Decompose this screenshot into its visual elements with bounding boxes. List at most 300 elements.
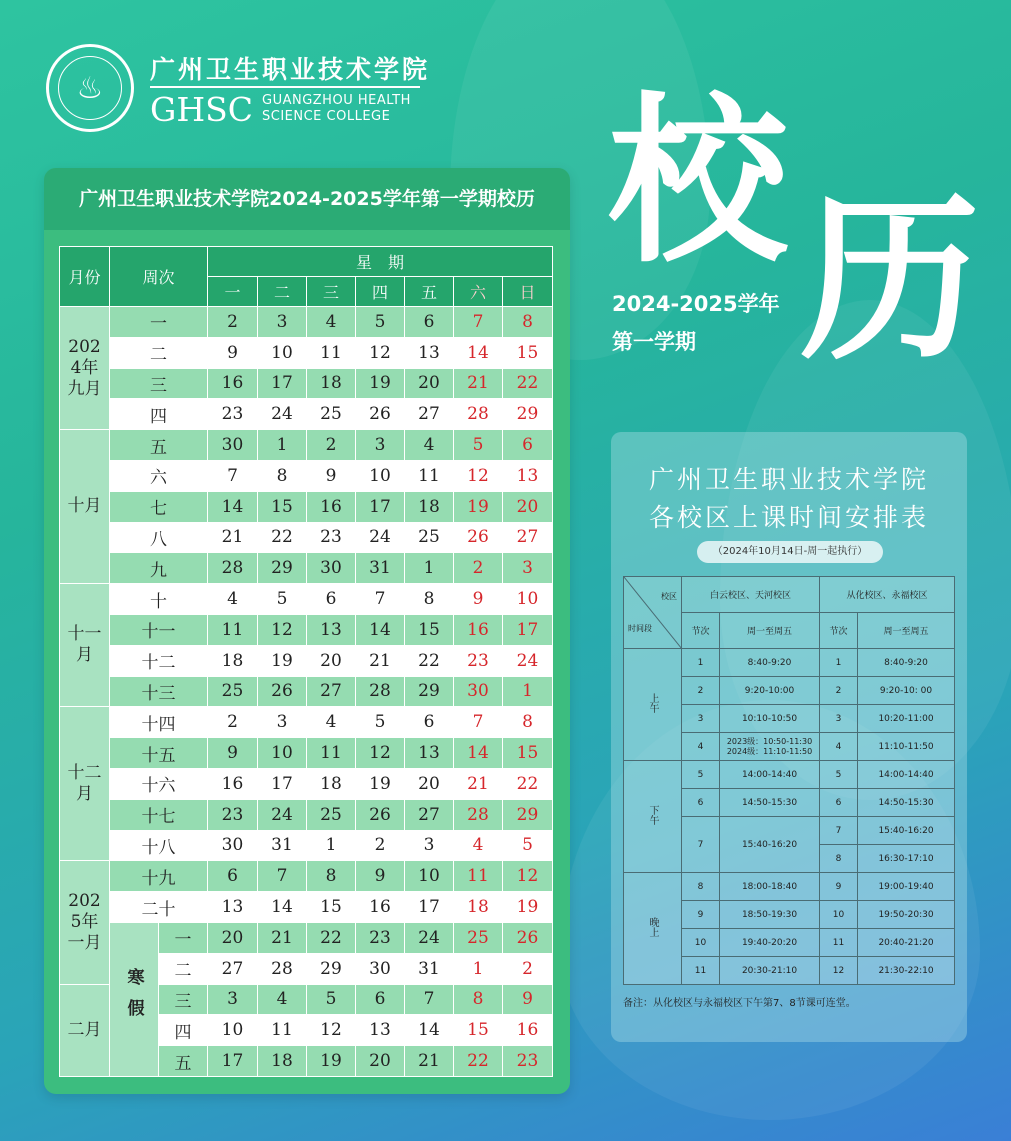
day-cell: 12 — [307, 1015, 356, 1046]
month-cell: 十一月 — [60, 584, 110, 707]
day-cell: 28 — [208, 553, 258, 584]
period-a: 3 — [682, 705, 720, 733]
week-number-cell: 四 — [159, 1015, 208, 1046]
calendar-row — [60, 768, 553, 799]
period-b: 5 — [820, 761, 858, 789]
winter-break-cell: 寒假 — [110, 922, 159, 1076]
calendar-row — [60, 553, 553, 584]
day-cell: 20 — [503, 491, 553, 522]
day-cell: 6 — [405, 707, 454, 738]
day-cell: 1 — [503, 676, 553, 707]
time-b: 8:40-9:20 — [858, 649, 955, 677]
day-cell: 6 — [503, 430, 553, 461]
day-cell: 17 — [356, 491, 405, 522]
day-cell: 10 — [208, 1015, 258, 1046]
time-b: 19:50-20:30 — [858, 901, 955, 929]
day-cell: 18 — [307, 368, 356, 399]
calendar-row — [60, 368, 553, 399]
day-cell: 11 — [454, 861, 503, 892]
day-cell: 19 — [258, 645, 307, 676]
day-cell: 26 — [454, 522, 503, 553]
days-header-a: 周一至周五 — [720, 613, 820, 649]
day-cell: 21 — [454, 368, 503, 399]
day-cell: 12 — [503, 861, 553, 892]
time-a: 15:40-16:20 — [720, 817, 820, 873]
time-a: 19:40-20:20 — [720, 929, 820, 957]
afternoon-text: 下午 — [647, 805, 658, 825]
morning-text: 上午 — [647, 693, 658, 713]
time-b: 21:30-22:10 — [858, 957, 955, 985]
day-cell: 9 — [208, 337, 258, 368]
day-cell: 4 — [307, 307, 356, 338]
corner-diagonal — [624, 577, 682, 649]
week-number-cell: 三 — [159, 984, 208, 1015]
day-cell: 5 — [258, 584, 307, 615]
day-cell: 22 — [307, 922, 356, 953]
campus-a-header: 白云校区、天河校区 — [682, 577, 820, 613]
day-cell: 21 — [356, 645, 405, 676]
day-cell: 4 — [258, 984, 307, 1015]
day-cell: 18 — [258, 1046, 307, 1077]
day-cell: 1 — [454, 953, 503, 984]
day-cell: 29 — [405, 676, 454, 707]
week-number-cell: 一 — [110, 307, 208, 338]
school-logo-icon — [46, 44, 134, 132]
day-cell: 24 — [258, 399, 307, 430]
calendar-row — [60, 614, 553, 645]
calendar-row — [60, 307, 553, 338]
day-cell: 5 — [356, 707, 405, 738]
day-cell: 27 — [405, 799, 454, 830]
week-number-cell: 五 — [110, 430, 208, 461]
day-cell: 2 — [307, 430, 356, 461]
day-cell: 4 — [405, 430, 454, 461]
day-cell: 15 — [405, 614, 454, 645]
day-cell: 4 — [307, 707, 356, 738]
day-cell: 18 — [405, 491, 454, 522]
day-cell: 30 — [208, 430, 258, 461]
morning-label — [624, 649, 682, 761]
time-a: 8:40-9:20 — [720, 649, 820, 677]
day-cell: 11 — [208, 614, 258, 645]
day-cell: 16 — [356, 892, 405, 923]
day-cell: 11 — [307, 738, 356, 769]
calendar-row — [60, 645, 553, 676]
period-b: 9 — [820, 873, 858, 901]
hero-char-2: 历 — [800, 176, 981, 385]
day-cell: 29 — [307, 953, 356, 984]
day-cell: 27 — [208, 953, 258, 984]
day-cell: 6 — [208, 861, 258, 892]
month-cell: 2024年九月 — [60, 307, 110, 430]
day-cell: 8 — [307, 861, 356, 892]
period-a: 6 — [682, 789, 720, 817]
corner-campus-label: 校区 — [661, 592, 677, 601]
day-cell: 5 — [307, 984, 356, 1015]
day-cell: 22 — [503, 368, 553, 399]
period-b: 3 — [820, 705, 858, 733]
day-cell: 14 — [454, 738, 503, 769]
day-cell: 22 — [454, 1046, 503, 1077]
day-cell: 25 — [454, 922, 503, 953]
day-cell: 14 — [454, 337, 503, 368]
day-cell: 9 — [208, 738, 258, 769]
day-cell: 15 — [258, 491, 307, 522]
week-number-cell: 十 — [110, 584, 208, 615]
evening-label — [624, 873, 682, 985]
day-cell: 17 — [208, 1046, 258, 1077]
week-number-cell: 二十 — [110, 892, 208, 923]
calendar-row — [60, 922, 553, 953]
day-cell: 23 — [503, 1046, 553, 1077]
day-cell: 30 — [208, 830, 258, 861]
day-cell: 18 — [307, 768, 356, 799]
time-b: 19:00-19:40 — [858, 873, 955, 901]
day-cell: 13 — [503, 460, 553, 491]
schedule-note: 备注：从化校区与永福校区下午第7、8节课可连堂。 — [623, 998, 856, 1009]
day-cell: 12 — [356, 738, 405, 769]
day-cell: 22 — [405, 645, 454, 676]
day-cell: 14 — [356, 614, 405, 645]
corner-cell — [624, 577, 682, 649]
day-cell: 4 — [208, 584, 258, 615]
day-cell: 10 — [405, 861, 454, 892]
day-cell: 28 — [356, 676, 405, 707]
day-cell: 6 — [405, 307, 454, 338]
day-cell: 13 — [208, 892, 258, 923]
calendar-row — [60, 584, 553, 615]
time-b: 16:30-17:10 — [858, 845, 955, 873]
day-cell: 28 — [258, 953, 307, 984]
day-cell: 26 — [503, 922, 553, 953]
torch-icon: ♨ — [58, 56, 122, 120]
time-a-2023: 2023级：10:50-11:30 — [726, 736, 813, 746]
school-name-en — [262, 93, 411, 125]
school-name-cn: 广州卫生职业技术学院 — [150, 55, 431, 84]
weekday-header: 三 — [307, 277, 356, 307]
day-cell: 16 — [454, 614, 503, 645]
period-a: 11 — [682, 957, 720, 985]
day-cell: 21 — [258, 922, 307, 953]
day-cell: 25 — [208, 676, 258, 707]
day-cell: 23 — [208, 799, 258, 830]
day-cell: 13 — [405, 337, 454, 368]
day-cell: 28 — [454, 399, 503, 430]
period-a: 8 — [682, 873, 720, 901]
day-cell: 11 — [307, 337, 356, 368]
day-cell: 14 — [208, 491, 258, 522]
calendar-row — [60, 430, 553, 461]
school-abbr: GHSC — [150, 90, 253, 129]
day-cell: 27 — [405, 399, 454, 430]
days-header-b: 周一至周五 — [858, 613, 955, 649]
day-cell: 11 — [405, 460, 454, 491]
weekday-header: 四 — [356, 277, 405, 307]
day-cell: 1 — [258, 430, 307, 461]
schedule-card — [611, 432, 967, 1042]
day-cell: 31 — [405, 953, 454, 984]
time-b: 10:20-11:00 — [858, 705, 955, 733]
day-cell: 17 — [503, 614, 553, 645]
day-cell: 2 — [454, 553, 503, 584]
day-cell: 25 — [307, 799, 356, 830]
day-cell: 26 — [258, 676, 307, 707]
schedule-title-2: 各校区上课时间安排表 — [648, 503, 929, 532]
day-cell: 16 — [503, 1015, 553, 1046]
day-cell: 22 — [258, 522, 307, 553]
day-cell: 30 — [356, 953, 405, 984]
schedule-title-1: 广州卫生职业技术学院 — [648, 465, 929, 494]
day-cell: 11 — [258, 1015, 307, 1046]
week-number-cell: 二 — [110, 337, 208, 368]
day-cell: 12 — [454, 460, 503, 491]
time-a — [720, 733, 820, 761]
calendar-row — [60, 491, 553, 522]
school-name-en-line2: SCIENCE COLLEGE — [262, 109, 391, 124]
time-a: 18:50-19:30 — [720, 901, 820, 929]
time-b: 20:40-21:20 — [858, 929, 955, 957]
week-number-cell: 五 — [159, 1046, 208, 1077]
day-cell: 8 — [454, 984, 503, 1015]
day-cell: 7 — [454, 307, 503, 338]
time-a: 18:00-18:40 — [720, 873, 820, 901]
day-cell: 13 — [405, 738, 454, 769]
time-b: 14:50-15:30 — [858, 789, 955, 817]
time-b: 15:40-16:20 — [858, 817, 955, 845]
day-cell: 23 — [208, 399, 258, 430]
day-cell: 5 — [356, 307, 405, 338]
week-number-cell: 十五 — [110, 738, 208, 769]
day-cell: 24 — [405, 922, 454, 953]
day-cell: 2 — [356, 830, 405, 861]
day-cell: 6 — [307, 584, 356, 615]
academic-year: 2024-2025学年 — [612, 292, 780, 316]
day-cell: 8 — [503, 307, 553, 338]
day-cell: 28 — [454, 799, 503, 830]
calendar-row — [60, 892, 553, 923]
day-cell: 17 — [258, 368, 307, 399]
week-number-cell: 十三 — [110, 676, 208, 707]
day-cell: 14 — [405, 1015, 454, 1046]
month-cell: 二月 — [60, 984, 110, 1076]
day-cell: 3 — [356, 430, 405, 461]
period-a: 7 — [682, 817, 720, 873]
calendar-row — [60, 337, 553, 368]
day-cell: 23 — [356, 922, 405, 953]
week-number-cell: 四 — [110, 399, 208, 430]
day-cell: 19 — [454, 491, 503, 522]
school-name-en-line1: GUANGZHOU HEALTH — [262, 93, 411, 108]
day-cell: 15 — [503, 337, 553, 368]
period-b: 1 — [820, 649, 858, 677]
day-cell: 25 — [307, 399, 356, 430]
week-number-cell: 七 — [110, 491, 208, 522]
day-cell: 20 — [208, 922, 258, 953]
weekday-header: 二 — [258, 277, 307, 307]
month-cell: 2025年一月 — [60, 861, 110, 984]
day-cell: 7 — [405, 984, 454, 1015]
afternoon-label — [624, 761, 682, 873]
day-cell: 2 — [208, 307, 258, 338]
day-cell: 20 — [307, 645, 356, 676]
time-b: 11:10-11:50 — [858, 733, 955, 761]
week-number-cell: 十六 — [110, 768, 208, 799]
corner-period-label: 时间段 — [628, 624, 652, 633]
day-cell: 21 — [208, 522, 258, 553]
day-cell: 4 — [454, 830, 503, 861]
time-a: 14:50-15:30 — [720, 789, 820, 817]
period-b: 10 — [820, 901, 858, 929]
day-cell: 9 — [307, 460, 356, 491]
semester-label: 第一学期 — [612, 330, 696, 354]
month-cell: 十月 — [60, 430, 110, 584]
day-cell: 29 — [258, 553, 307, 584]
day-cell: 22 — [503, 768, 553, 799]
day-cell: 5 — [454, 430, 503, 461]
day-cell: 16 — [307, 491, 356, 522]
day-cell: 20 — [405, 768, 454, 799]
day-cell: 26 — [356, 799, 405, 830]
period-a: 9 — [682, 901, 720, 929]
day-cell: 3 — [258, 307, 307, 338]
calendar-row — [60, 522, 553, 553]
period-header-a: 节次 — [682, 613, 720, 649]
day-cell: 19 — [307, 1046, 356, 1077]
week-number-cell: 三 — [110, 368, 208, 399]
day-cell: 10 — [258, 738, 307, 769]
day-cell: 19 — [503, 892, 553, 923]
day-cell: 15 — [503, 738, 553, 769]
day-cell: 23 — [307, 522, 356, 553]
day-cell: 1 — [307, 830, 356, 861]
day-cell: 5 — [503, 830, 553, 861]
week-number-cell: 十四 — [110, 707, 208, 738]
day-cell: 10 — [503, 584, 553, 615]
period-a: 4 — [682, 733, 720, 761]
period-b: 2 — [820, 677, 858, 705]
week-number-cell: 六 — [110, 460, 208, 491]
day-cell: 27 — [503, 522, 553, 553]
calendar-card — [44, 168, 570, 1094]
day-cell: 31 — [258, 830, 307, 861]
weekday-header: 五 — [405, 277, 454, 307]
day-cell: 17 — [405, 892, 454, 923]
day-cell: 14 — [258, 892, 307, 923]
day-cell: 3 — [405, 830, 454, 861]
day-cell: 7 — [258, 861, 307, 892]
day-cell: 24 — [258, 799, 307, 830]
day-cell: 2 — [208, 707, 258, 738]
time-b: 9:20-10: 00 — [858, 677, 955, 705]
day-cell: 8 — [405, 584, 454, 615]
week-number-cell: 十八 — [110, 830, 208, 861]
calendar-title: 广州卫生职业技术学院2024-2025学年第一学期校历 — [44, 168, 570, 230]
day-cell: 29 — [503, 399, 553, 430]
weekday-header: 日 — [503, 277, 553, 307]
day-cell: 26 — [356, 399, 405, 430]
weekday-header: 一 — [208, 277, 258, 307]
calendar-row — [60, 676, 553, 707]
day-cell: 10 — [356, 460, 405, 491]
day-cell: 19 — [356, 368, 405, 399]
day-cell: 19 — [356, 768, 405, 799]
campus-b-header: 从化校区、永福校区 — [820, 577, 955, 613]
day-cell: 9 — [503, 984, 553, 1015]
day-cell: 12 — [356, 337, 405, 368]
day-cell: 23 — [454, 645, 503, 676]
week-number-cell: 十九 — [110, 861, 208, 892]
day-cell: 15 — [454, 1015, 503, 1046]
period-b: 8 — [820, 845, 858, 873]
calendar-row — [60, 830, 553, 861]
day-cell: 7 — [356, 584, 405, 615]
day-cell: 21 — [405, 1046, 454, 1077]
calendar-row — [60, 861, 553, 892]
day-cell: 9 — [454, 584, 503, 615]
time-a: 9:20-10:00 — [720, 677, 820, 705]
day-cell: 9 — [356, 861, 405, 892]
time-a: 20:30-21:10 — [720, 957, 820, 985]
day-cell: 24 — [503, 645, 553, 676]
calendar-row — [60, 460, 553, 491]
week-number-cell: 八 — [110, 522, 208, 553]
day-cell: 10 — [258, 337, 307, 368]
schedule-table — [623, 576, 955, 985]
period-b: 4 — [820, 733, 858, 761]
hero-char-1: 校 — [608, 78, 789, 287]
calendar-row — [60, 707, 553, 738]
period-header-b: 节次 — [820, 613, 858, 649]
day-cell: 13 — [307, 614, 356, 645]
day-cell: 8 — [503, 707, 553, 738]
day-cell: 13 — [356, 1015, 405, 1046]
day-cell: 1 — [405, 553, 454, 584]
week-number-cell: 十二 — [110, 645, 208, 676]
time-a: 10:10-10:50 — [720, 705, 820, 733]
calendar-row — [60, 738, 553, 769]
day-cell: 30 — [307, 553, 356, 584]
day-cell: 25 — [405, 522, 454, 553]
day-cell: 29 — [503, 799, 553, 830]
day-cell: 18 — [208, 645, 258, 676]
month-cell: 十二月 — [60, 707, 110, 861]
day-cell: 15 — [307, 892, 356, 923]
logo-divider — [150, 86, 420, 88]
header-week: 周次 — [110, 247, 208, 307]
header-month: 月份 — [60, 247, 110, 307]
period-a: 1 — [682, 649, 720, 677]
calendar-row — [60, 799, 553, 830]
day-cell: 20 — [405, 368, 454, 399]
period-b: 12 — [820, 957, 858, 985]
period-b: 11 — [820, 929, 858, 957]
day-cell: 21 — [454, 768, 503, 799]
day-cell: 16 — [208, 768, 258, 799]
calendar-table — [59, 246, 553, 1077]
period-b: 7 — [820, 817, 858, 845]
weekday-header: 六 — [454, 277, 503, 307]
period-b: 6 — [820, 789, 858, 817]
day-cell: 27 — [307, 676, 356, 707]
time-b: 14:00-14:40 — [858, 761, 955, 789]
effective-date-badge: （2024年10月14日-周一起执行） — [697, 541, 883, 563]
week-number-cell: 二 — [159, 953, 208, 984]
calendar-row — [60, 399, 553, 430]
day-cell: 3 — [258, 707, 307, 738]
period-a: 2 — [682, 677, 720, 705]
day-cell: 24 — [356, 522, 405, 553]
day-cell: 2 — [503, 953, 553, 984]
